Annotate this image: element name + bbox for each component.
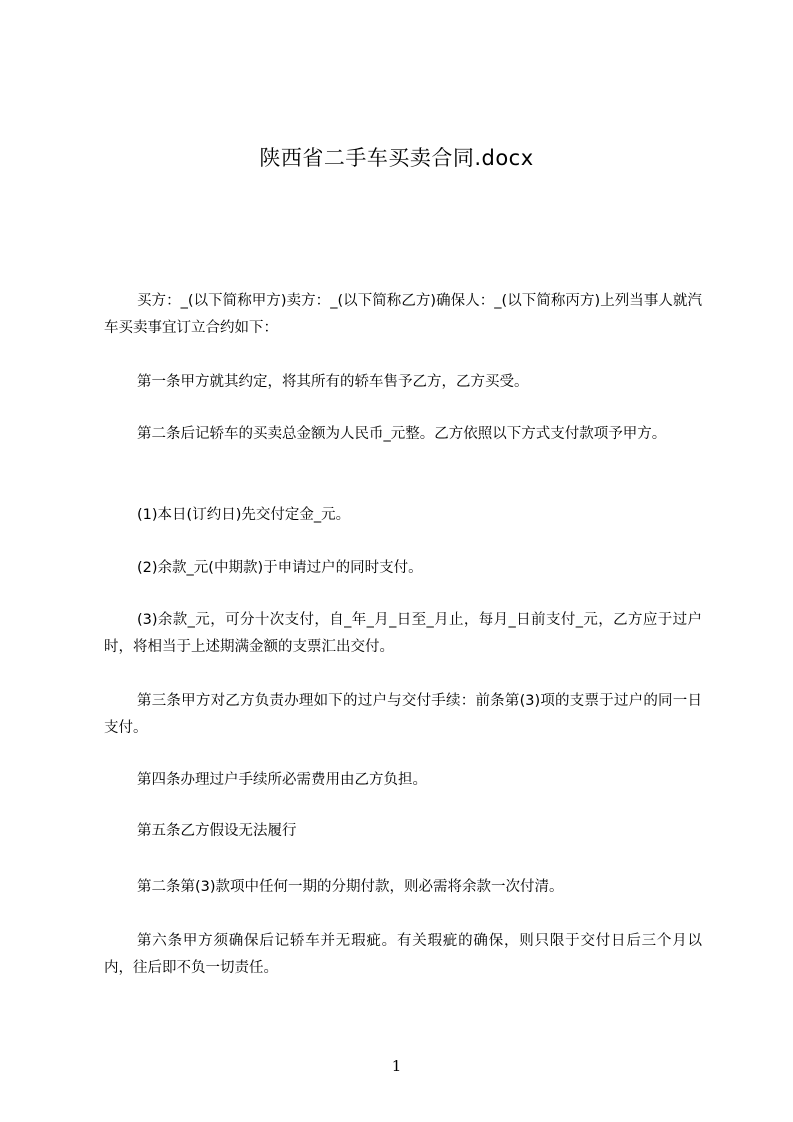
document-title: 陕西省二手车买卖合同.docx <box>259 146 534 170</box>
paragraph-item-3: (3)余款_元，可分十次支付，自_年_月_日至_月止，每月_日前支付_元，乙方应于过户时，将相当于上述期满金额的支票汇出交付。 <box>104 612 702 655</box>
paragraph-article-5: 第五条乙方假设无法履行 <box>137 823 297 839</box>
paragraph-article-2-clause: 第二条第(3)款项中任何一期的分期付款，则必需将余款一次付清。 <box>137 879 564 895</box>
page-number: 1 <box>391 1057 402 1075</box>
paragraph-article-6: 第六条甲方须确保后记轿车并无瑕疵。有关瑕疵的确保，则只限于交付日后三个月以内，往后即不负一切责任。 <box>104 933 702 976</box>
paragraph-item-1: (1)本日(订约日)先交付定金_元。 <box>137 507 351 523</box>
paragraph-article-1: 第一条甲方就其约定，将其所有的轿车售予乙方，乙方买受。 <box>137 374 529 390</box>
paragraph-article-2: 第二条后记轿车的买卖总金额为人民币_元整。乙方依照以下方式支付款项予甲方。 <box>137 426 667 442</box>
paragraph-article-3: 第三条甲方对乙方负责办理如下的过户与交付手续：前条第(3)项的支票于过户的同一日支付。 <box>104 693 702 736</box>
paragraph-item-2: (2)余款_元(中期款)于申请过户的同时支付。 <box>137 560 423 576</box>
paragraph-parties: 买方：_(以下简称甲方)卖方：_(以下简称乙方)确保人：_(以下简称丙方)上列当事人就汽车买卖事宜订立合约如下： <box>104 293 702 336</box>
paragraph-article-4: 第四条办理过户手续所必需费用由乙方负担。 <box>137 772 427 788</box>
